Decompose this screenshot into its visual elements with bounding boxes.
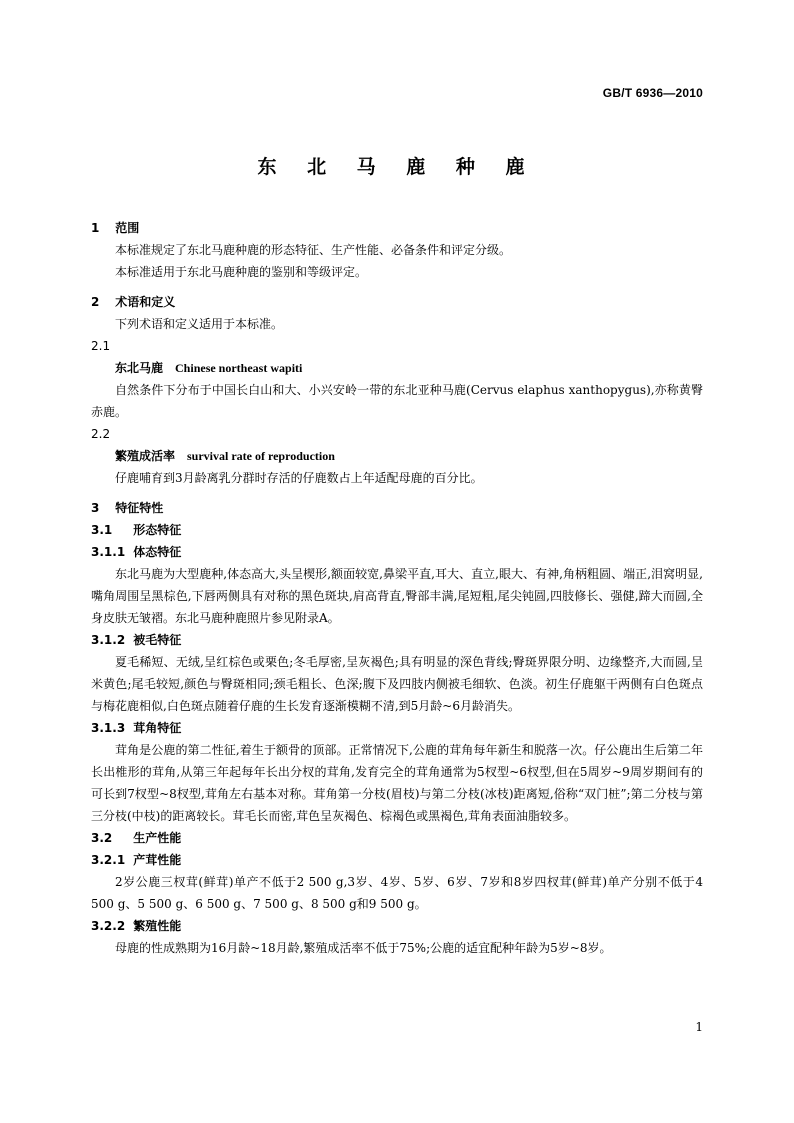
- subsection-heading: [91, 915, 703, 937]
- section-number: 3.1.3: [91, 721, 126, 735]
- section-title: 茸角特征: [133, 721, 182, 735]
- subsection-heading: [91, 629, 703, 651]
- section-number: 3: [91, 501, 100, 515]
- section-title: 范围: [115, 221, 140, 235]
- page-number: 1: [695, 1020, 703, 1034]
- section-number: 3.1.1: [91, 545, 126, 559]
- section-1-heading: [91, 217, 703, 239]
- subsection-heading: [91, 827, 703, 849]
- section-2-heading: [91, 291, 703, 313]
- document-title: 东 北 马 鹿 种 鹿: [257, 156, 537, 178]
- clause-number: 2.1: [91, 339, 111, 353]
- section-title: 繁殖性能: [133, 919, 182, 933]
- section-title: 形态特征: [133, 523, 182, 537]
- paragraph: 2岁公鹿三杈茸(鲜茸)单产不低于2 500 g,3岁、4岁、5岁、6岁、7岁和8岁四杈茸(鲜茸)单产分别不低于4 500 g、5 500 g、6 500 g、7 500 g、8 500 g和9 500 g。: [91, 875, 703, 911]
- paragraph: 本标准适用于东北马鹿种鹿的鉴别和等级评定。: [115, 265, 368, 279]
- paragraph: 东北马鹿为大型鹿种,体态高大,头呈楔形,额面较宽,鼻梁平直,耳大、直立,眼大、有神,角柄粗圆、端正,泪窝明显,嘴角周围呈黑棕色,下唇两侧具有对称的黑色斑块,肩高背直,臀部丰满,尾短粗,尾尖钝圆,四肢修长、强健,蹄大而圆,全身皮肤无皱褶。东北马鹿种鹿照片参见附录A。: [91, 567, 703, 625]
- document-body: [91, 217, 703, 959]
- section-3-heading: [91, 497, 703, 519]
- section-number: 3.1.2: [91, 633, 126, 647]
- section-number: 3.2.2: [91, 919, 126, 933]
- section-number: 3.1: [91, 523, 113, 537]
- subsection-heading: [91, 717, 703, 739]
- section-number: 3.2.1: [91, 853, 126, 867]
- paragraph: 本标准规定了东北马鹿种鹿的形态特征、生产性能、必备条件和评定分级。: [115, 243, 512, 257]
- standard-number: GB/T 6936—2010: [602, 86, 703, 100]
- term-chinese: 繁殖成活率: [115, 449, 176, 463]
- section-number: 3.2: [91, 831, 113, 845]
- section-title: 术语和定义: [115, 295, 176, 309]
- subsection-heading: [91, 849, 703, 871]
- clause-number: 2.2: [91, 427, 111, 441]
- section-number: 1: [91, 221, 100, 235]
- term-definition: 自然条件下分布于中国长白山和大、小兴安岭一带的东北亚种马鹿(Cervus elaphus xanthopygus),亦称黄臀赤鹿。: [91, 383, 703, 419]
- term-chinese: 东北马鹿: [115, 361, 164, 375]
- section-title: 产茸性能: [133, 853, 182, 867]
- term-english: Chinese northeast wapiti: [175, 361, 303, 375]
- term-entry: [91, 357, 703, 379]
- section-title: 体态特征: [133, 545, 182, 559]
- term-definition: 仔鹿哺育到3月龄离乳分群时存活的仔鹿数占上年适配母鹿的百分比。: [115, 471, 483, 485]
- paragraph: 夏毛稀短、无绒,呈红棕色或栗色;冬毛厚密,呈灰褐色;具有明显的深色背线;臀斑界限分明、边缘整齐,大而圆,呈米黄色;尾毛较短,颜色与臀斑相同;颈毛粗长、色深;腹下及四肢内侧被毛细软、色淡。初生仔鹿躯干两侧有白色斑点与梅花鹿相似,白色斑点随着仔鹿的生长发育逐渐模糊不清,到5月龄~6月龄消失。: [91, 655, 703, 713]
- section-number: 2: [91, 295, 100, 309]
- paragraph: 母鹿的性成熟期为16月龄~18月龄,繁殖成活率不低于75%;公鹿的适宜配种年龄为5岁~8岁。: [115, 941, 612, 955]
- term-entry: [91, 445, 703, 467]
- section-title: 生产性能: [133, 831, 182, 845]
- paragraph: 下列术语和定义适用于本标准。: [115, 317, 284, 331]
- subsection-heading: [91, 541, 703, 563]
- section-title: 被毛特征: [133, 633, 182, 647]
- section-title: 特征特性: [115, 501, 164, 515]
- paragraph: 茸角是公鹿的第二性征,着生于额骨的顶部。正常情况下,公鹿的茸角每年新生和脱落一次。仔公鹿出生后第二年长出椎形的茸角,从第三年起每年长出分杈的茸角,发育完全的茸角通常为5杈型~6杈型,但在5周岁~9周岁期间有的可长到7杈型~8杈型,茸角左右基本对称。茸角第一分枝(眉枝)与第二分枝(冰枝)距离短,俗称“双门桩”;第二分枝与第三分枝(中枝)的距离较长。茸毛长而密,茸色呈灰褐色、棕褐色或黑褐色,茸角表面油脂较多。: [91, 743, 703, 823]
- subsection-heading: [91, 519, 703, 541]
- term-english: survival rate of reproduction: [187, 449, 335, 463]
